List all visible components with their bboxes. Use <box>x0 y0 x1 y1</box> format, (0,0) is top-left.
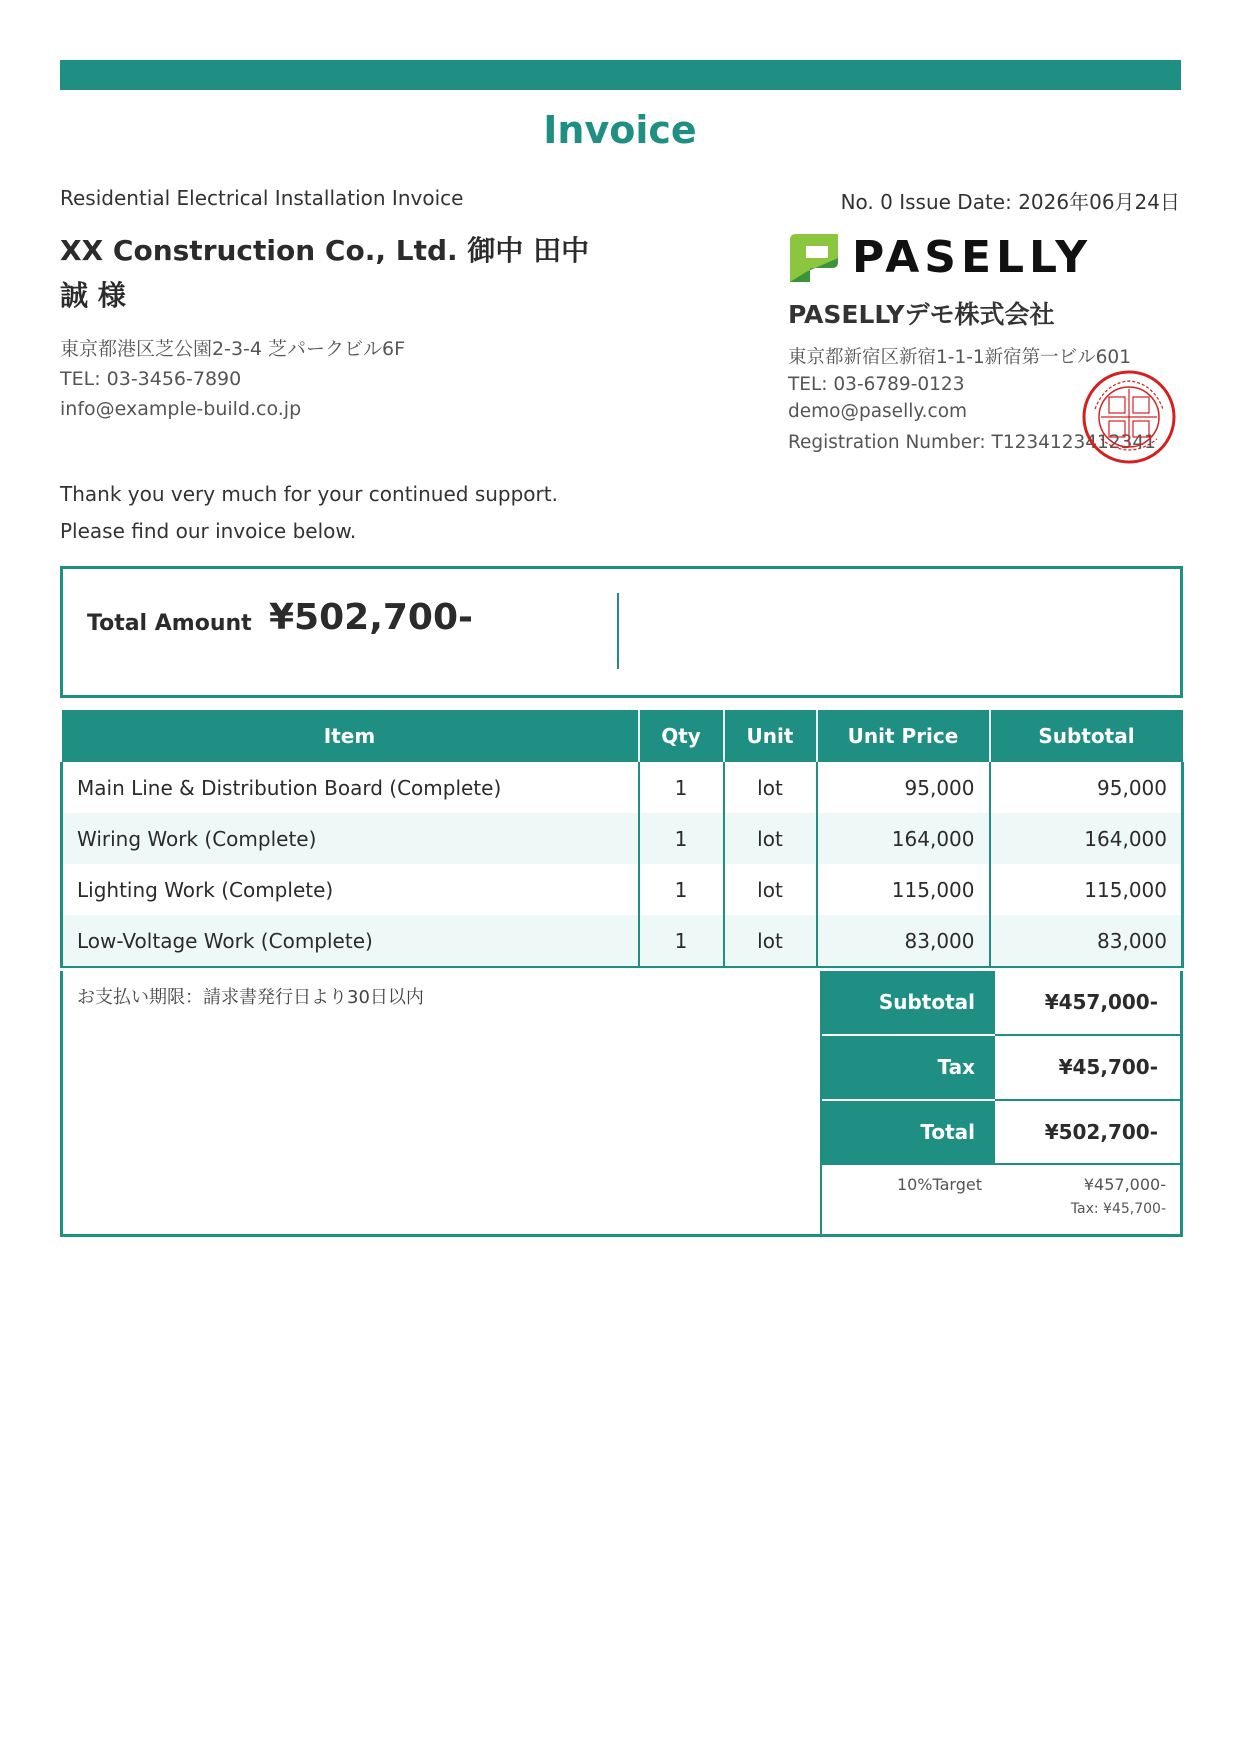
company-logo <box>788 232 1093 284</box>
tax-amount: Tax: ¥45,700- <box>1070 1201 1166 1217</box>
summary-total-label: Total <box>822 1101 995 1164</box>
row-item: Lighting Work (Complete) <box>62 864 639 915</box>
header-unit-price: Unit Price <box>817 710 990 762</box>
row-unit: lot <box>724 864 817 915</box>
client-email: info@example-build.co.jp <box>60 398 302 420</box>
invoice-subtitle: Residential Electrical Installation Invoice <box>60 186 464 210</box>
summary-subtotal-row <box>822 971 1180 1034</box>
line-items-table <box>60 710 1184 968</box>
company-seal-icon <box>1081 369 1177 465</box>
summary-tax-row <box>822 1036 1180 1099</box>
greeting-line-2: Please find our invoice below. <box>60 519 357 543</box>
summary-subtotal-label: Subtotal <box>822 971 995 1034</box>
header-item: Item <box>62 710 639 762</box>
row-subtotal: 164,000 <box>990 813 1183 864</box>
row-subtotal: 83,000 <box>990 915 1183 967</box>
tax-target-label: 10%Target <box>896 1175 982 1194</box>
company-tel: TEL: 03-6789-0123 <box>788 374 965 395</box>
row-qty: 1 <box>639 915 724 967</box>
row-unit: lot <box>724 762 817 813</box>
row-item: Wiring Work (Complete) <box>62 813 639 864</box>
total-amount-value: ¥502,700- <box>269 597 473 638</box>
logo-wordmark: PASELLY <box>852 232 1093 283</box>
greeting-line-1: Thank you very much for your continued support. <box>60 482 558 506</box>
total-amount-label: Total Amount <box>87 611 252 636</box>
summary-subtotal-value: ¥457,000- <box>1044 990 1158 1014</box>
row-item: Main Line & Distribution Board (Complete) <box>62 762 639 813</box>
row-subtotal: 95,000 <box>990 762 1183 813</box>
table-row <box>62 813 1183 864</box>
tax-breakdown <box>822 1163 1180 1236</box>
client-address: 東京都港区芝公園2-3-4 芝パークビル6F <box>60 338 406 360</box>
summary-total-row <box>822 1101 1180 1164</box>
payment-terms-note: お支払い期限：請求書発行日より30日以内 <box>77 987 424 1008</box>
total-box-divider <box>617 593 619 669</box>
table-header-row <box>62 710 1183 762</box>
client-name: XX Construction Co., Ltd. 御中 田中 誠 様 <box>60 234 590 312</box>
row-unit: lot <box>724 813 817 864</box>
client-info <box>60 334 405 424</box>
greeting <box>60 476 558 550</box>
row-unit: lot <box>724 915 817 967</box>
row-unit-price: 83,000 <box>817 915 990 967</box>
header-accent-bar <box>60 60 1181 90</box>
row-qty: 1 <box>639 813 724 864</box>
row-unit-price: 95,000 <box>817 762 990 813</box>
company-registration: Registration Number: T1234123412341 <box>788 432 1156 453</box>
row-unit-price: 164,000 <box>817 813 990 864</box>
row-qty: 1 <box>639 762 724 813</box>
issue-info: No. 0 Issue Date: 2026年06月24日 <box>840 190 1180 214</box>
row-item: Low-Voltage Work (Complete) <box>62 915 639 967</box>
company-address: 東京都新宿区新宿1-1-1新宿第一ビル601 <box>788 347 1131 368</box>
row-unit-price: 115,000 <box>817 864 990 915</box>
company-email: demo@paselly.com <box>788 401 968 422</box>
row-subtotal: 115,000 <box>990 864 1183 915</box>
table-row <box>62 915 1183 967</box>
header-unit: Unit <box>724 710 817 762</box>
company-name: PASELLYデモ株式会社 <box>788 300 1055 329</box>
table-row <box>62 864 1183 915</box>
tax-target-amount: ¥457,000- <box>1083 1175 1166 1194</box>
header-qty: Qty <box>639 710 724 762</box>
total-amount-box <box>60 566 1183 698</box>
header-subtotal: Subtotal <box>990 710 1183 762</box>
summary-section <box>60 971 1183 1237</box>
page-title: Invoice <box>543 108 697 152</box>
summary-tax-label: Tax <box>822 1036 995 1099</box>
logo-mark-icon <box>788 232 840 284</box>
summary-tax-value: ¥45,700- <box>1058 1055 1158 1079</box>
summary-total-value: ¥502,700- <box>1044 1120 1158 1144</box>
row-qty: 1 <box>639 864 724 915</box>
client-tel: TEL: 03-3456-7890 <box>60 368 242 390</box>
table-row <box>62 762 1183 813</box>
